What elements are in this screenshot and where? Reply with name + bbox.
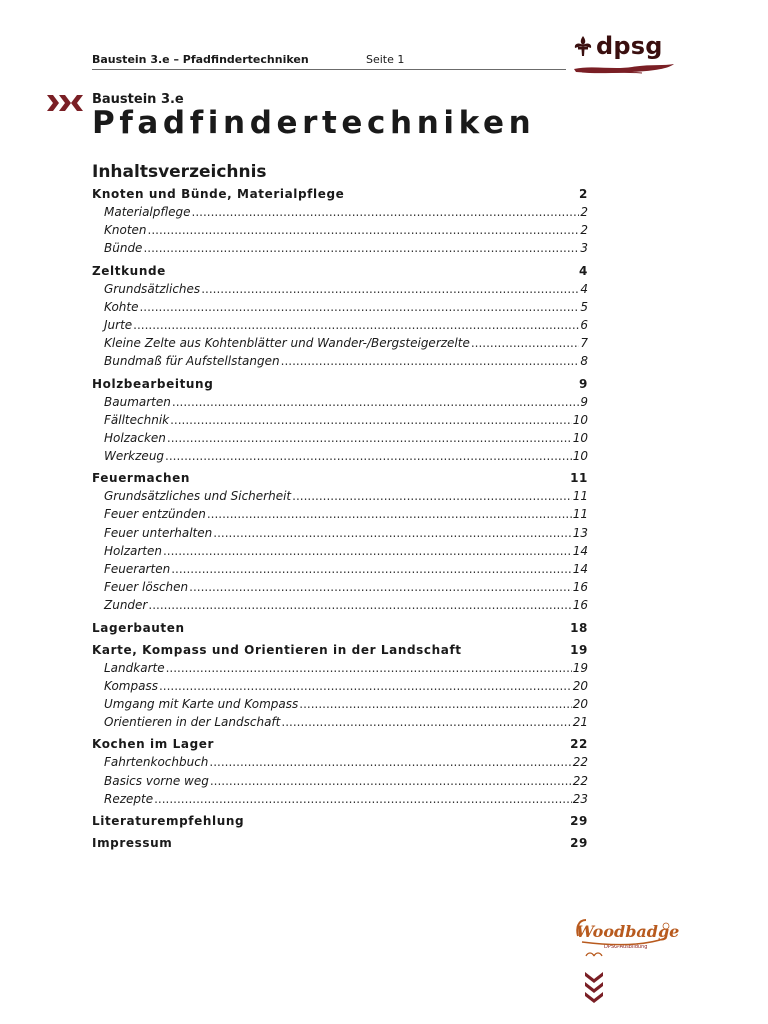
toc-entry-label: Feuer entzünden <box>104 507 206 522</box>
toc-section-row[interactable] <box>92 836 588 854</box>
toc-entry-label: Kompass <box>104 678 158 693</box>
dot-leader <box>210 774 572 788</box>
toc-entry-label: Zunder <box>104 598 148 613</box>
toc-entry-page: 16 <box>572 598 588 613</box>
toc-entry-label: Rezepte <box>104 791 154 806</box>
toc-entry-label: Feuer unterhalten <box>104 525 213 540</box>
toc-section-row[interactable] <box>92 737 588 755</box>
toc-entry-row[interactable] <box>92 241 588 259</box>
dpsg-logo <box>572 32 676 75</box>
toc-entry-page: 2 <box>580 223 588 238</box>
toc-entry-row[interactable] <box>92 792 588 810</box>
toc-section-row[interactable] <box>92 187 588 205</box>
brush-stroke-icon <box>572 61 676 75</box>
toc-entry-page: 16 <box>572 580 588 595</box>
toc-section-page: 9 <box>579 376 588 391</box>
toc-entry-row[interactable] <box>92 223 588 241</box>
lily-cross-icon <box>572 35 594 57</box>
toc-entry-row[interactable] <box>92 413 588 431</box>
toc-entry-label: Jurte <box>104 317 133 332</box>
dot-leader <box>207 507 572 521</box>
toc-entry-label: Baumarten <box>104 394 171 409</box>
toc-entry-row[interactable] <box>92 697 588 715</box>
toc-entry-page: 9 <box>580 394 588 409</box>
header-page-number: Seite 1 <box>366 53 405 66</box>
toc-entry-page: 4 <box>580 281 588 296</box>
dot-leader <box>163 544 572 558</box>
toc-section-page: 19 <box>570 642 588 657</box>
toc-section-row[interactable] <box>92 377 588 395</box>
table-of-contents <box>92 187 588 854</box>
toc-section-title: Lagerbauten <box>92 620 185 635</box>
dot-leader <box>209 755 571 769</box>
toc-section-page: 4 <box>579 263 588 278</box>
toc-entry-label: Grundsätzliches und Sicherheit <box>104 489 292 504</box>
toc-entry-row[interactable] <box>92 354 588 372</box>
toc-heading: Inhaltsverzeichnis <box>92 162 267 182</box>
toc-entry-row[interactable] <box>92 715 588 733</box>
toc-section-row[interactable] <box>92 264 588 282</box>
toc-entry-row[interactable] <box>92 526 588 544</box>
toc-entry-row[interactable] <box>92 300 588 318</box>
toc-entry-page: 22 <box>572 755 588 770</box>
toc-entry-row[interactable] <box>92 562 588 580</box>
dot-leader <box>292 489 572 503</box>
toc-entry-label: Landkarte <box>104 660 165 675</box>
toc-entry-label: Knoten <box>104 223 147 238</box>
toc-entry-label: Grundsätzliches <box>104 281 201 296</box>
toc-entry-row[interactable] <box>92 598 588 616</box>
toc-entry-page: 10 <box>572 449 588 464</box>
toc-section-page: 18 <box>570 620 588 635</box>
dot-leader <box>281 354 580 368</box>
toc-entry-page: 3 <box>580 241 588 256</box>
toc-section-row[interactable] <box>92 643 588 661</box>
toc-section-title: Feuermachen <box>92 471 190 486</box>
toc-entry-page: 20 <box>572 678 588 693</box>
toc-entry-label: Fälltechnik <box>104 412 170 427</box>
toc-entry-page: 23 <box>572 791 588 806</box>
toc-entry-row[interactable] <box>92 755 588 773</box>
toc-section-title: Kochen im Lager <box>92 737 215 752</box>
toc-entry-row[interactable] <box>92 318 588 336</box>
module-label: Baustein 3.e <box>92 92 184 107</box>
toc-entry-page: 19 <box>572 660 588 675</box>
toc-entry-label: Bünde <box>104 241 143 256</box>
toc-section-page: 11 <box>570 471 588 486</box>
woodbadge-name: Woodbadge <box>576 922 680 941</box>
toc-entry-row[interactable] <box>92 507 588 525</box>
toc-entry-page: 10 <box>572 412 588 427</box>
dot-leader <box>154 792 572 806</box>
toc-entry-row[interactable] <box>92 774 588 792</box>
toc-entry-row[interactable] <box>92 544 588 562</box>
dot-leader <box>201 282 579 296</box>
chevrons-icon <box>47 95 83 111</box>
toc-entry-page: 10 <box>572 430 588 445</box>
toc-section-title: Knoten und Bünde, Materialpflege <box>92 187 345 201</box>
toc-entry-label: Holzarten <box>104 543 162 558</box>
toc-entry-page: 7 <box>580 336 588 351</box>
page-title: Pfadfindertechniken <box>92 105 536 141</box>
toc-entry-page: 13 <box>572 525 588 540</box>
toc-entry-label: Fahrtenkochbuch <box>104 755 209 770</box>
dot-leader <box>471 336 580 350</box>
toc-entry-label: Holzacken <box>104 430 166 445</box>
page-header <box>92 52 566 70</box>
toc-entry-page: 21 <box>572 715 588 730</box>
toc-entry-page: 8 <box>580 354 588 369</box>
toc-entry-label: Werkzeug <box>104 449 165 464</box>
toc-entry-page: 14 <box>572 543 588 558</box>
dot-leader <box>148 223 580 237</box>
toc-entry-row[interactable] <box>92 580 588 598</box>
toc-section-page: 29 <box>570 813 588 828</box>
toc-entry-label: Orientieren in der Landschaft <box>104 715 281 730</box>
woodbadge-subtitle: DPSG-Ausbildung <box>604 944 648 950</box>
toc-entry-label: Umgang mit Karte und Kompass <box>104 696 299 711</box>
toc-entry-row[interactable] <box>92 449 588 467</box>
dot-leader <box>299 697 571 711</box>
toc-section-page: 2 <box>579 187 588 201</box>
toc-entry-row[interactable] <box>92 489 588 507</box>
toc-entry-row[interactable] <box>92 282 588 300</box>
dot-leader <box>172 395 579 409</box>
toc-entry-page: 6 <box>580 317 588 332</box>
toc-entry-label: Basics vorne weg <box>104 773 209 788</box>
toc-entry-label: Feuerarten <box>104 562 171 576</box>
toc-entry-page: 11 <box>572 489 588 504</box>
toc-entry-row[interactable] <box>92 205 588 223</box>
toc-section-title: Zeltkunde <box>92 263 166 278</box>
toc-entry-label: Kohte <box>104 299 139 314</box>
toc-entry-label: Materialpflege <box>104 205 191 219</box>
toc-section-title: Holzbearbeitung <box>92 376 214 391</box>
woodbadge-logo <box>574 916 680 1016</box>
toc-entry-page: 22 <box>572 773 588 788</box>
dot-leader <box>148 598 571 612</box>
toc-entry-page: 5 <box>580 299 588 314</box>
toc-section-row[interactable] <box>92 471 588 489</box>
logo-text: dpsg <box>596 32 663 60</box>
dot-leader <box>170 413 572 427</box>
toc-entry-page: 11 <box>572 507 588 522</box>
dot-leader <box>143 241 579 255</box>
dot-leader <box>192 205 580 219</box>
dot-leader <box>189 580 572 594</box>
dot-leader <box>167 431 572 445</box>
dot-leader <box>133 318 579 332</box>
toc-entry-page: 2 <box>580 205 588 219</box>
toc-section-row[interactable] <box>92 814 588 832</box>
toc-entry-row[interactable] <box>92 661 588 679</box>
toc-section-page: 29 <box>570 835 588 850</box>
toc-section-title: Literaturempfehlung <box>92 813 245 828</box>
toc-entry-row[interactable] <box>92 336 588 354</box>
toc-section-title: Impressum <box>92 835 173 850</box>
toc-entry-row[interactable] <box>92 679 588 697</box>
toc-entry-label: Feuer löschen <box>104 580 189 595</box>
toc-entry-label: Bundmaß für Aufstellstangen <box>104 354 280 369</box>
dot-leader <box>159 679 572 693</box>
dot-leader <box>213 526 571 540</box>
dot-leader <box>165 449 572 463</box>
toc-entry-row[interactable] <box>92 395 588 413</box>
dot-leader <box>171 562 572 576</box>
toc-entry-label: Kleine Zelte aus Kohtenblätter und Wander-/Bergsteigerzelte <box>104 336 470 351</box>
dot-leader <box>139 300 579 314</box>
toc-entry-page: 14 <box>572 562 588 576</box>
toc-section-row[interactable] <box>92 621 588 639</box>
toc-entry-page: 20 <box>572 696 588 711</box>
toc-section-title: Karte, Kompass und Orientieren in der Landschaft <box>92 642 462 657</box>
header-document-title: Baustein 3.e – Pfadfindertechniken <box>92 53 309 66</box>
dot-leader <box>166 661 572 675</box>
toc-section-page: 22 <box>570 737 588 752</box>
toc-entry-row[interactable] <box>92 431 588 449</box>
woodbadge-emblem-icon <box>574 916 674 1016</box>
dot-leader <box>281 715 571 729</box>
